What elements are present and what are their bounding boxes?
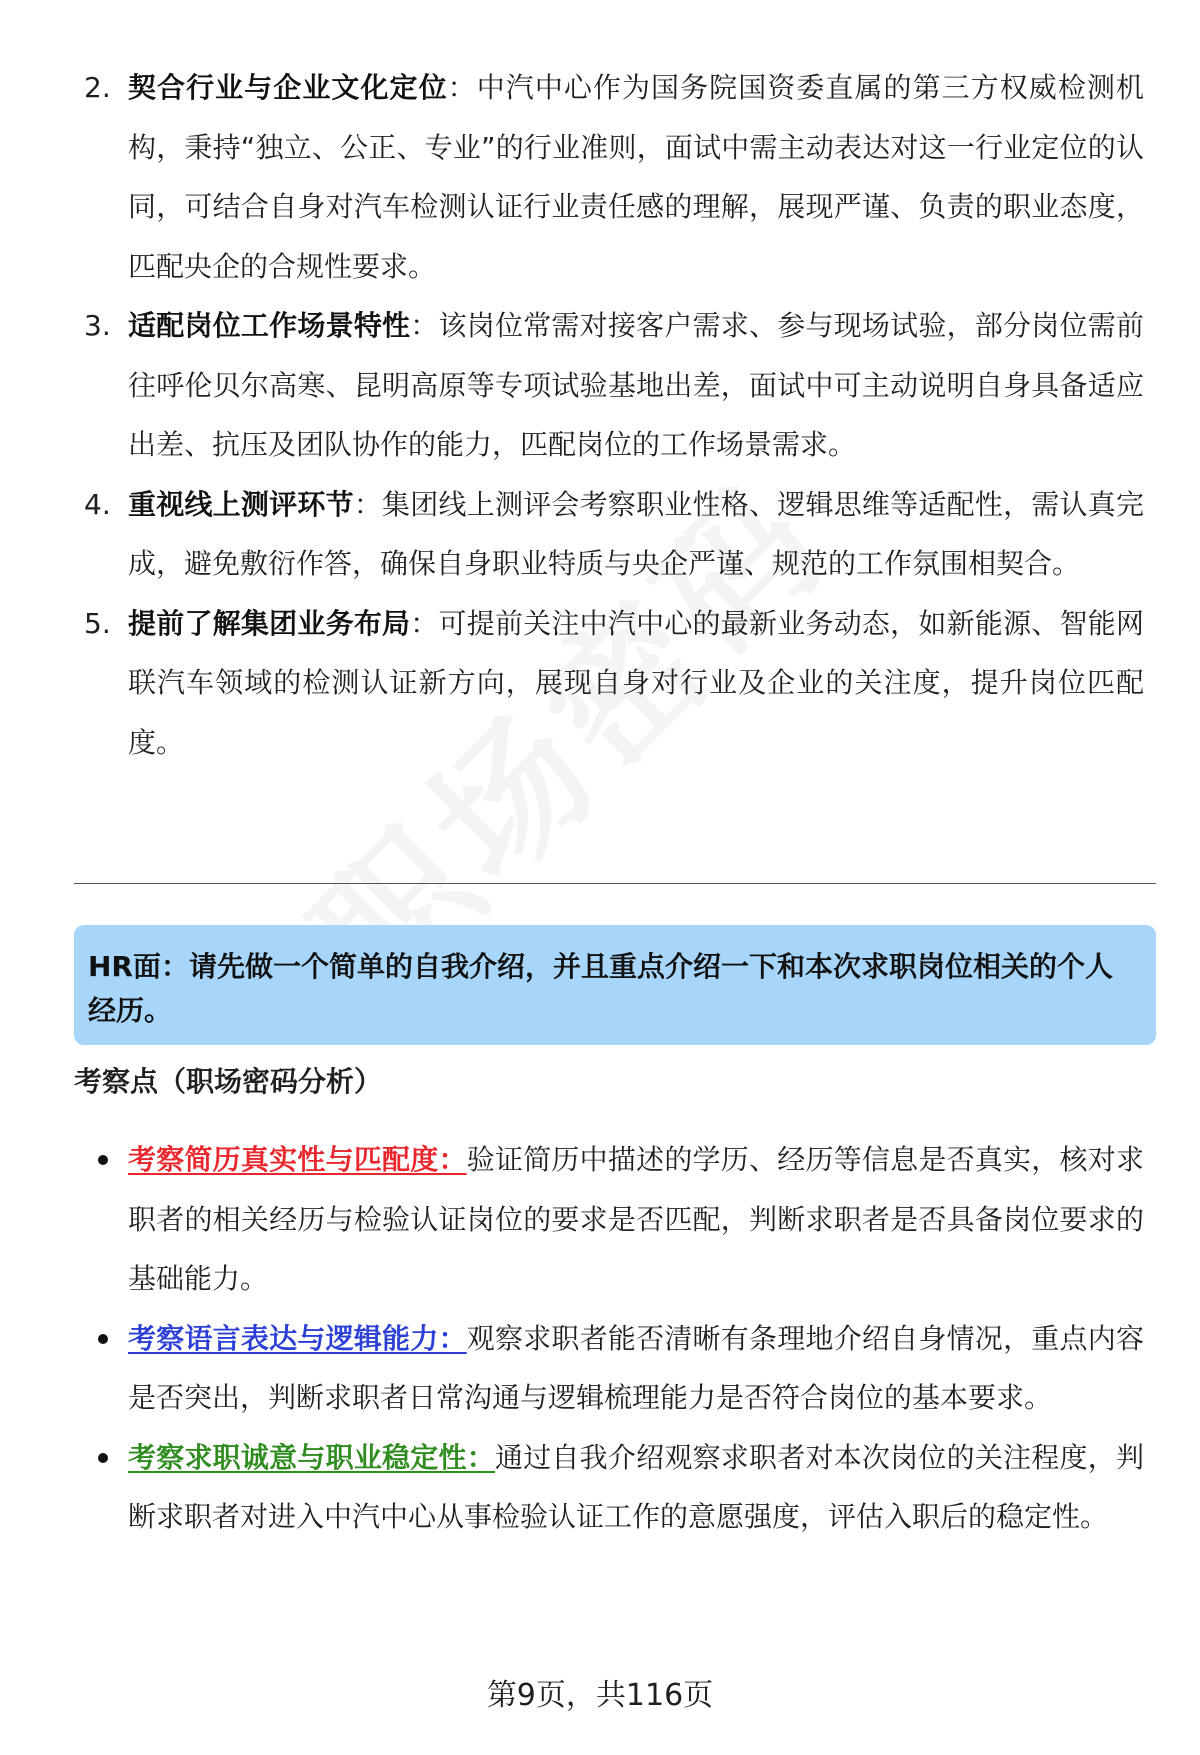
bullet-item (84, 1130, 1144, 1309)
list-item-title: 适配岗位工作场景特性 (128, 309, 411, 342)
list-item (84, 475, 1144, 594)
page-number: 第9页，共116页 (486, 1678, 714, 1713)
list-item (84, 58, 1144, 296)
bullet-dot-icon (84, 1130, 128, 1190)
list-item (84, 296, 1144, 475)
question-text: HR面：请先做一个简单的自我介绍，并且重点介绍一下和本次求职岗位相关的个人经历。 (88, 950, 1113, 1027)
bullet-title: 考察简历真实性与匹配度： (128, 1143, 467, 1176)
bullet-item (84, 1428, 1144, 1547)
list-item-body (128, 58, 1144, 296)
list-item-text: ：可提前关注中汽中心的最新业务动态，如新能源、智能网联汽车领域的检测认证新方向，展现自身对行业及企业的关注度，提升岗位匹配度。 (128, 606, 1144, 759)
bullet-body (128, 1428, 1144, 1547)
bullet-body (128, 1309, 1144, 1428)
list-item-title: 提前了解集团业务布局 (128, 606, 411, 640)
list-item-number: 4. (84, 487, 111, 521)
bullet-item (84, 1309, 1144, 1428)
bullet-text: 验证简历中描述的学历、经历等信息是否真实，核对求职者的相关经历与检验认证岗位的要求是否匹配，判断求职者是否具备岗位要求的基础能力。 (128, 1143, 1144, 1295)
bullet-dot-icon (84, 1309, 128, 1369)
numbered-list (84, 58, 1144, 772)
section-heading: 考察点（职场密码分析） (74, 1065, 383, 1098)
list-item-body (128, 475, 1144, 594)
bullet-text: 观察求职者能否清晰有条理地介绍自身情况，重点内容是否突出，判断求职者日常沟通与逻辑梳理能力是否符合岗位的基本要求。 (128, 1321, 1144, 1414)
list-item-number: 5. (84, 606, 111, 640)
list-item-text: ：中汽中心作为国务院国资委直属的第三方权威检测机构，秉持“独立、公正、专业”的行业准则，面试中需主动表达对这一行业定位的认同，可结合自身对汽车检测认证行业责任感的理解，展现严谨、负责的职业态度，匹配央企的合规性要求。 (128, 71, 1144, 283)
list-item-text: ：集团线上测评会考察职业性格、逻辑思维等适配性，需认真完成，避免敷衍作答，确保自身职业特质与央企严谨、规范的工作氛围相契合。 (128, 487, 1144, 580)
bullet-title: 考察语言表达与逻辑能力： (128, 1321, 467, 1355)
list-item-title: 重视线上测评环节 (128, 487, 354, 521)
section-divider (74, 883, 1156, 884)
list-item (84, 594, 1144, 773)
bullet-body (128, 1130, 1144, 1309)
bullet-list (84, 1130, 1144, 1547)
bullet-dot-icon (84, 1428, 128, 1488)
list-item-body (128, 296, 1144, 475)
bullet-text: 通过自我介绍观察求职者对本次岗位的关注程度，判断求职者对进入中汽中心从事检验认证工作的意愿强度，评估入职后的稳定性。 (128, 1440, 1144, 1533)
list-item-number: 2. (84, 71, 111, 104)
bullet-title: 考察求职诚意与职业稳定性： (128, 1440, 495, 1474)
list-item-title: 契合行业与企业文化定位 (128, 71, 448, 104)
question-box (74, 925, 1156, 1045)
list-item-text: ：该岗位常需对接客户需求、参与现场试验，部分岗位需前往呼伦贝尔高寒、昆明高原等专项试验基地出差，面试中可主动说明自身具备适应出差、抗压及团队协作的能力，匹配岗位的工作场景需求。 (128, 309, 1144, 461)
list-item-number: 3. (84, 309, 111, 342)
list-item-body (128, 594, 1144, 773)
